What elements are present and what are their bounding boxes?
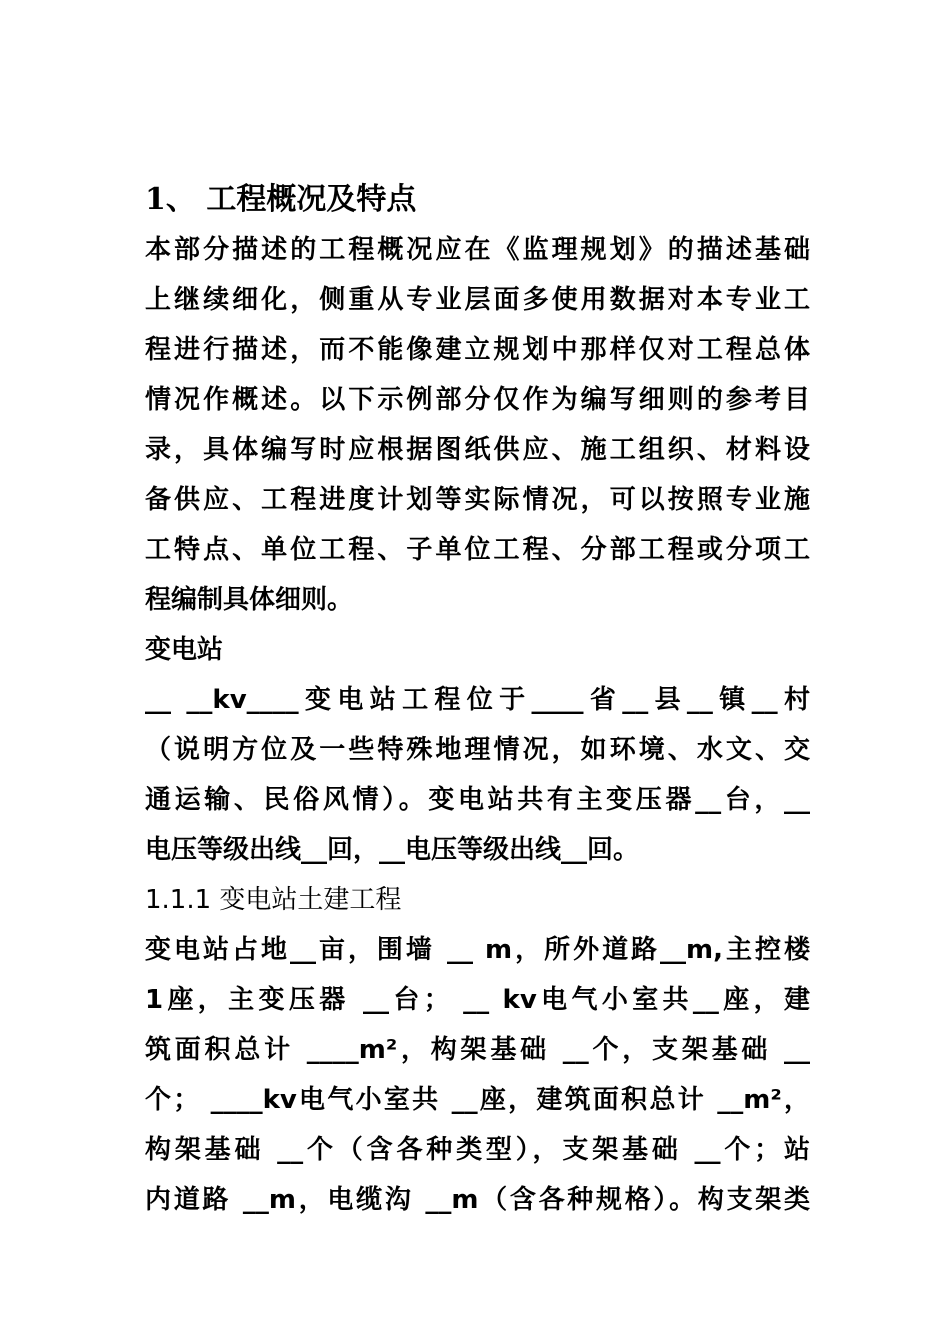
- subsection-title: 变电站: [145, 635, 224, 665]
- body-line: 录，具体编写时应根据图纸供应、施工组织、材料设: [145, 435, 810, 465]
- body-line: 本部分描述的工程概况应在《监理规划》的描述基础: [145, 235, 810, 265]
- body-line: 变电站占地__亩，围墙 __ m，所外道路__m,主控楼: [145, 935, 810, 965]
- body-line: （说明方位及一些特殊地理情况，如环境、水文、交: [145, 735, 810, 765]
- section-heading: 1、 工程概况及特点: [145, 182, 417, 217]
- body-line: 程进行描述，而不能像建立规划中那样仅对工程总体: [145, 335, 810, 365]
- body-line: 通运输、民俗风情）。变电站共有主变压器__台，__: [145, 785, 810, 815]
- body-line: 电压等级出线__回，__电压等级出线__回。: [145, 835, 640, 865]
- body-line: 筑面积总计 ____m²，构架基础 __个，支架基础 __: [145, 1035, 810, 1065]
- body-line: 内道路 __m，电缆沟 __m（含各种规格）。构支架类: [145, 1185, 810, 1215]
- body-line: 构架基础 __个（含各种类型），支架基础 __个；站: [145, 1135, 810, 1165]
- document-page: [145, 175, 810, 1225]
- body-line: 上继续细化，侧重从专业层面多使用数据对本专业工: [145, 285, 810, 315]
- body-line: 程编制具体细则。: [145, 585, 354, 615]
- body-line: __ __kv____变电站工程位于____省__县__镇__村: [145, 685, 810, 715]
- body-line: 工特点、单位工程、子单位工程、分部工程或分项工: [145, 535, 810, 565]
- body-line: 1座，主变压器 __台； __ kv电气小室共__座，建: [145, 985, 810, 1015]
- body-line: 情况作概述。以下示例部分仅作为编写细则的参考目: [145, 385, 810, 415]
- body-line: 个； ____kv电气小室共 __座，建筑面积总计 __m²，: [145, 1085, 810, 1115]
- subsection-title: 1.1.1 变电站土建工程: [145, 885, 402, 915]
- body-line: 备供应、工程进度计划等实际情况，可以按照专业施: [145, 485, 810, 515]
